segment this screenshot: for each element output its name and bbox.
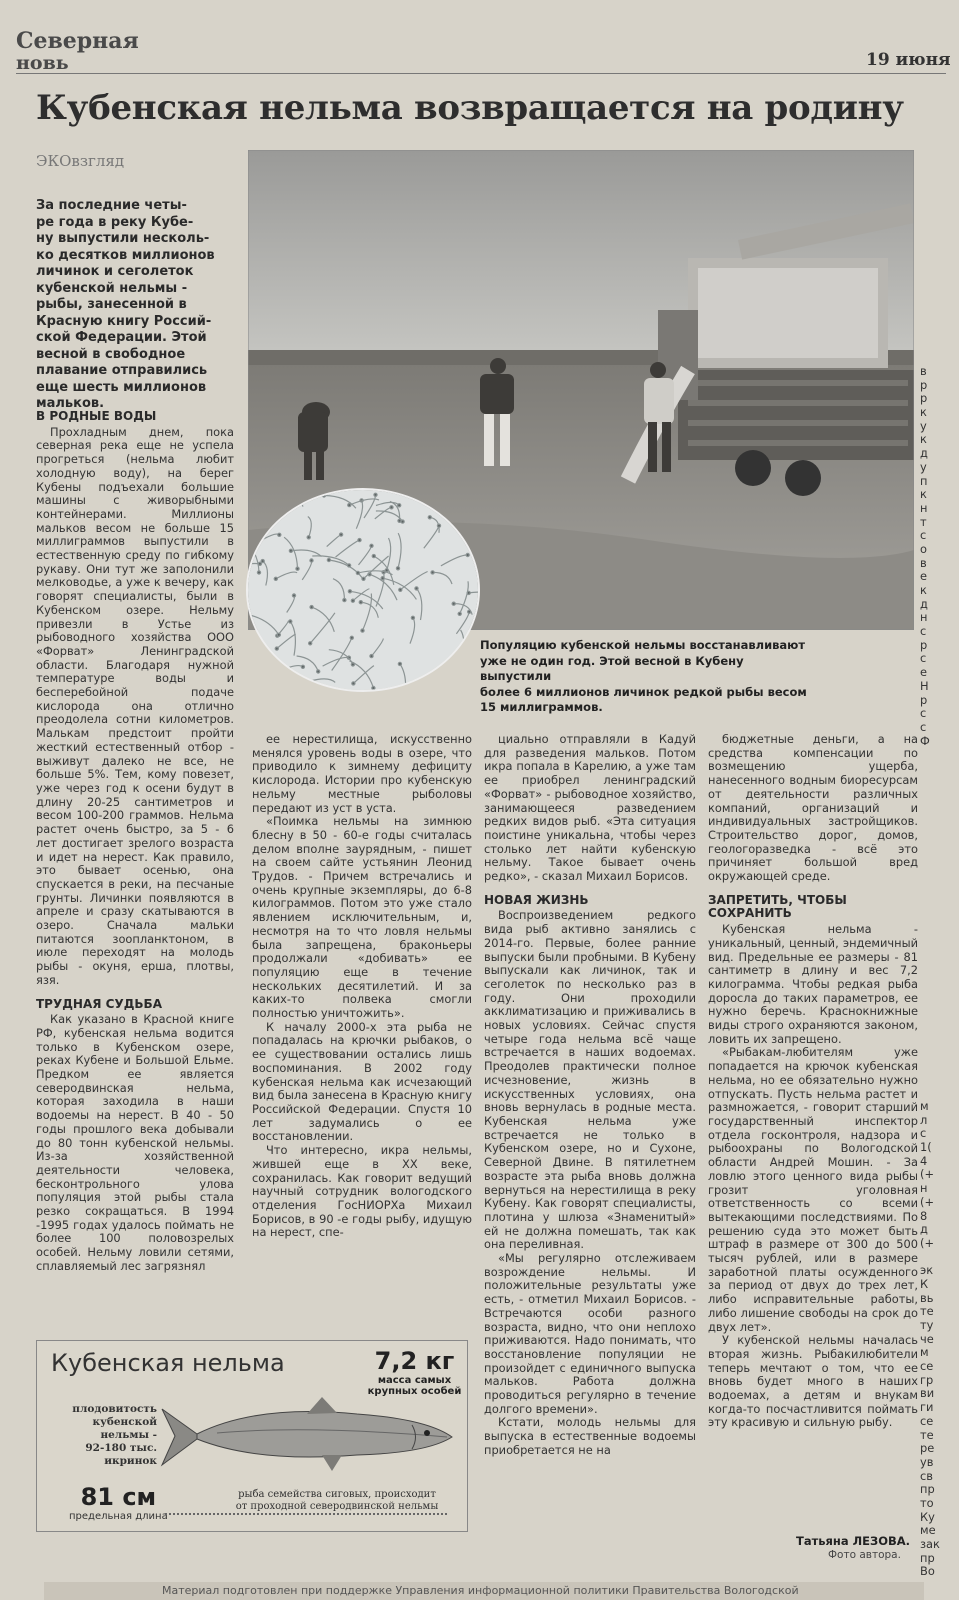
- nelma-fish-illustration: [157, 1389, 457, 1479]
- edge-text-line: д: [920, 446, 928, 461]
- larva-eye: [309, 642, 312, 645]
- article-paragraph: «Поимка нельмы на зимнюю блесну в 50 - 60-е годы считалась делом вполне заурядным, - пишет на своем сайте устьянин Леонид Трудов. - Причем встречались и очень крупные экземпляры, до 6-8 килограммов. Потом это уже стало явлением исключительным, и, несмотря на то что ловля нельмы была запрещена, браконьеры продолжали «добивать» ее популяцию еще в течение нескольких десятилетий. И за каких-то полвека смогли полностью уничтожить».: [252, 814, 472, 1021]
- larva-eye: [460, 661, 463, 664]
- edge-text-line: се: [920, 1413, 934, 1428]
- edge-text-line: у: [920, 459, 927, 474]
- larva-eye: [327, 558, 330, 561]
- article-paragraph: «Мы регулярно отслеживаем возрождение нельмы. И положительные результаты уже есть, - отметил Михаил Борисов. - Встречаются особи разного возраста, видно, что они неплохо приживаются. Надо понимать, что восстановление популяции не произойдет с единичного выпуска мальков. Работа должна проводиться регулярно в течение долгого времени».: [484, 1251, 696, 1416]
- fertility-text: [47, 1403, 157, 1468]
- edge-text-line: те: [920, 1427, 934, 1442]
- edge-text-line: с: [920, 651, 927, 666]
- fertility-line: кубенской: [92, 1416, 157, 1428]
- edge-text-line: се: [920, 1359, 934, 1374]
- edge-text-line: то: [920, 1495, 934, 1510]
- masthead-line1: Северная: [16, 28, 139, 54]
- larva-eye: [275, 647, 278, 650]
- larva-eye: [258, 562, 261, 565]
- lead-line: ко десятков миллионов: [36, 247, 215, 263]
- adjacent-column-fragment-lower: [920, 1100, 959, 1579]
- lead-line: ской Федерации. Этой: [36, 330, 207, 345]
- larva-eye: [352, 682, 355, 685]
- lead-line: ре года в реку Кубе-: [36, 214, 194, 230]
- larva-eye: [370, 655, 373, 658]
- lead-line: Красную книгу Россий-: [36, 313, 212, 329]
- photo-caption: [480, 638, 810, 716]
- edge-text-line: Во: [920, 1564, 935, 1579]
- max-length-caption: предельная длина: [69, 1511, 168, 1522]
- edge-text-line: о: [920, 541, 927, 556]
- edge-text-line: р: [920, 692, 928, 707]
- edge-text-line: н: [920, 610, 928, 625]
- adjacent-column-fragment-upper: [920, 365, 959, 748]
- article-paragraph: ее нерестилища, искусственно менялся уровень воды в озере, что приводило к зимнему дефициту кислорода. Истории про кубенскую нельму местные рыболовы передают из уст в уста.: [252, 732, 472, 815]
- edge-text-line: к: [920, 432, 927, 447]
- edge-text-line: н: [920, 500, 928, 515]
- edge-text-line: (+: [920, 1167, 934, 1182]
- larva-eye: [292, 594, 295, 597]
- larva-eye: [348, 590, 351, 593]
- masthead: [16, 30, 139, 73]
- caption-line: уже не один год. Этой весной в Кубену выпустили: [480, 653, 744, 683]
- edge-text-line: л: [920, 1112, 928, 1127]
- larva-eye: [372, 686, 375, 689]
- article-paragraph: К началу 2000-х эта рыба не попадалась на крючки рыбаков, о ее существовании остались лишь воспоминания. В 2002 году кубенская нельма как исчезающий вид была занесена в Красную книгу Российской Федерации. Спустя 10 лет задумались о ее восстановлении.: [252, 1019, 472, 1144]
- edge-text-line: зак: [920, 1537, 940, 1551]
- caption-line: Популяцию кубенской нельмы восстанавливают: [480, 638, 806, 652]
- article-paragraph: Что интересно, икра нельмы, жившей еще в XX веке, сохранилась. Как говорит ведущий научный сотрудник вологодского отделения ГосНИОРХа Михаил Борисов, в 90 -е годы рыбу, идущую на нерест, спе-: [252, 1143, 472, 1240]
- edge-text-line: с: [920, 706, 927, 721]
- larva-stroke: [265, 687, 287, 690]
- larva-eye: [274, 577, 277, 580]
- edge-text-line: Ф: [920, 733, 930, 748]
- edge-text-line: те: [920, 1304, 934, 1319]
- larva-eye: [396, 567, 399, 570]
- mass-caption-line: крупных особей: [367, 1386, 462, 1397]
- edge-text-line: у: [920, 418, 927, 433]
- edge-text-line: ги: [920, 1400, 934, 1415]
- larva-eye: [301, 665, 304, 668]
- edge-text-line: в: [920, 365, 927, 378]
- fertility-line: плодовитость: [72, 1403, 157, 1415]
- edge-text-line: е: [920, 665, 928, 680]
- article-paragraph: Прохладным днем, пока северная река еще не успела прогреться (нельма любит холодную воду), на берег Кубены подъехали большие машины с живорыбными контейнерами. Миллионы мальков весом не больше 15 миллиграммов выпустили в естественную среду по гибкому рукаву. Они тут же заполонили мелководье, а уже к вечеру, как говорят специалисты, были в Кубенском озере. Нельму привезли в Устье из рыбоводного хозяйства ООО «Форват» Ленинградской области. Благодаря нужной температуре воды и бесперебойной подаче кислорода она отлично преодолела сотни километров. Малькам предстоит пройти жесткий естественный отбор - выживут далеко не все, не больше 5%. Тем, кому повезет, уже через год к осени будут в длину 20-25 сантиметров и весом 100-200 граммов. Нельма растет очень быстро, за 5 - 6 лет достигает зрелого возраста и идет на нерест. Как правило, это бывает осенью, она спускается в реки, на песчаные грунты. Личинки появляются в апреле и сразу скатываются в озеро. Сначала мальки питаются зоопланктоном, в июле переходят на молодь рыбы - окуня, ерша, плотвы, язя.: [36, 424, 234, 987]
- larva-stroke: [423, 680, 452, 690]
- edge-text-line: в: [920, 555, 927, 570]
- article-headline: Кубенская нельма возвращается на родину: [36, 88, 904, 128]
- article-lead: [36, 198, 234, 413]
- caption-line: 15 миллиграммов.: [480, 700, 603, 714]
- edge-text-line: ув: [920, 1454, 934, 1469]
- edge-text-line: К: [920, 1276, 929, 1291]
- larva-eye: [411, 616, 414, 619]
- edge-text-line: к: [920, 405, 927, 420]
- edge-text-line: св: [920, 1468, 933, 1483]
- larva-eye: [307, 536, 310, 539]
- edge-text-line: 8: [920, 1208, 928, 1223]
- max-mass-value: 7,2 кг: [374, 1347, 455, 1375]
- lead-line: личинок и сеголеток: [36, 264, 194, 279]
- edge-text-line: [920, 1251, 959, 1265]
- lead-line: весной в свободное: [36, 346, 186, 362]
- edge-text-line: с: [920, 719, 927, 734]
- article-paragraph: Кстати, молодь нельмы для выпуска в естественные водоемы приобретается не на: [484, 1415, 696, 1457]
- article-paragraph: Воспроизведением редкого вида рыб активно занялись с 2014-го. Первые, более ранние выпуски были пробными. В Кубену выпускали как личинок, так и сеголеток по несколько раз в году. Они проходили акклиматизацию и приживались в новых условиях. Сейчас спустя четыре года нельма всё чаще встречается в наших водоемах. Преодолев практически полное исчезновение, жизнь в искусственных условиях, она вновь вернулась в родные места. Кубенская нельма уже встречается не только в Кубенском озере, но и Сухоне, Северной Двине. В пятилетнем возрасте эта рыба вновь должна вернуться на нерестилища в реку Кубену. Как говорят специалисты, плотина у шлюза «Знаменитый» ей не должна помешать, так как она переливная.: [484, 908, 696, 1252]
- larva-eye: [362, 577, 365, 580]
- larva-eye: [374, 493, 377, 496]
- edge-text-line: ви: [920, 1386, 935, 1401]
- max-length: [69, 1483, 168, 1522]
- larva-eye: [398, 519, 401, 522]
- larva-eye: [296, 567, 299, 570]
- fertility-line: икринок: [104, 1455, 157, 1467]
- edge-text-line: ме: [920, 1523, 936, 1538]
- edge-text-line: 4: [920, 1153, 928, 1168]
- edge-text-line: р: [920, 637, 928, 652]
- larva-eye: [468, 610, 471, 613]
- family-line: от проходной северодвинской нельмы: [235, 1501, 439, 1512]
- larva-eye: [359, 601, 362, 604]
- lead-line: За последние четы-: [36, 198, 187, 213]
- fertility-line: нельмы -: [100, 1429, 157, 1441]
- edge-text-line: н: [920, 1181, 928, 1196]
- edge-text-line: п: [920, 473, 928, 488]
- article-paragraph: «Рыбакам-любителям уже попадается на крючок кубенская нельма, но ее обязательно нужно отпускать. Пусть нельма растет и размножается, - говорит старший государственный инспектор отдела госконтроля, надзора и рыбоохраны по Вологодской области Андрей Мошин. - За ловлю этого ценного вида рыбы грозит уголовная ответственность со всеми вытекающими последствиями. По решению суда это может быть штраф в размере от 300 до 500 тысяч рублей, или в размере заработной платы осужденного за период от двух до трех лет, либо исправительные работы, либо лишение свободы на срок до двух лет».: [708, 1045, 918, 1334]
- larva-eye: [289, 620, 292, 623]
- larva-eye: [361, 629, 364, 632]
- lead-line: ну выпустили несколь-: [36, 231, 210, 246]
- larva-eye: [356, 571, 359, 574]
- article-paragraph: Кубенская нельма - уникальный, ценный, эндемичный вид. Предельные ее размеры - 81 сантиметр в длину и вес 7,2 килограмма. Чтобы редкая рыба доросла до таких параметров, ее нужно беречь. Краснокнижные виды строго охраняются законом, ловить их запрещено.: [708, 922, 918, 1046]
- edge-text-line: (+: [920, 1194, 934, 1209]
- masthead-line2: новь: [16, 52, 69, 74]
- larva-eye: [370, 544, 373, 547]
- lead-line: рыбы, занесенной в: [36, 297, 187, 312]
- section-heading: НОВАЯ ЖИЗНЬ: [484, 892, 589, 907]
- larva-eye: [310, 559, 313, 562]
- edge-text-line: ре: [920, 1441, 935, 1456]
- larva-eye: [343, 599, 346, 602]
- larva-eye: [348, 564, 351, 567]
- larva-eye: [351, 599, 354, 602]
- family-text: [217, 1489, 457, 1513]
- article-paragraph: циально отправляли в Кадуй для разведения мальков. Потом икра попала в Карелию, а уже там ее приобрел ленинградский «Форват» - рыбоводное хозяйство, занимающееся разведением редких видов рыб. «Эта ситуация поистине уникальна, чтобы через столько лет найти кубенскую нельму. Такое бывает очень редко», - сказал Михаил Борисов.: [484, 732, 696, 884]
- larva-eye: [466, 553, 469, 556]
- larva-eye: [310, 606, 313, 609]
- larva-eye: [398, 504, 401, 507]
- edge-text-line: (+: [920, 1235, 934, 1250]
- family-line: рыба семейства сиговых, происходит: [238, 1489, 436, 1500]
- edge-text-line: гр: [920, 1372, 934, 1387]
- edge-text-line: к: [920, 583, 927, 597]
- edge-text-line: эк: [920, 1263, 934, 1278]
- larva-eye: [458, 612, 461, 615]
- lead-line: плавание отправились: [36, 363, 208, 378]
- article-paragraph: У кубенской нельмы началась вторая жизнь. Рыбакилюбители теперь мечтают о том, что ее вновь будет много в наших водоемах, а детям и внукам когда-то посчастливится поймать эту красивую и сильную рыбу.: [708, 1333, 918, 1430]
- dotted-measure-line: [165, 1513, 447, 1515]
- article-column-3: [484, 733, 696, 1458]
- fish-infobox: [36, 1340, 468, 1532]
- larva-eye: [398, 662, 401, 665]
- max-length-value: 81 см: [80, 1483, 157, 1511]
- edge-text-line: с: [920, 1126, 927, 1141]
- edge-text-line: д: [920, 596, 928, 611]
- edge-text-line: с: [920, 624, 927, 639]
- larva-eye: [350, 636, 353, 639]
- edge-text-line: м: [920, 1345, 929, 1360]
- edge-text-line: пр: [920, 1482, 935, 1497]
- lead-line: кубенской нельмы -: [36, 280, 188, 296]
- photo-credit: Фото автора.: [828, 1549, 901, 1561]
- author-signature: Татьяна ЛЕЗОВА.: [796, 1534, 911, 1548]
- edge-text-line: вь: [920, 1290, 934, 1305]
- article-column-4: [708, 733, 918, 1430]
- larva-eye: [261, 560, 264, 563]
- larva-eye: [289, 549, 292, 552]
- larva-stroke: [266, 666, 283, 676]
- larva-eye: [348, 504, 351, 507]
- larva-eye: [431, 571, 434, 574]
- edge-text-line: е: [920, 569, 928, 584]
- article-column-1: [36, 410, 234, 1274]
- edge-text-line: 1(: [920, 1140, 932, 1155]
- larva-eye: [317, 670, 320, 673]
- article-column-2: [252, 733, 472, 1240]
- article-paragraph: бюджетные деньги, а на средства компенсации по возмещению ущерба, нанесенного водным биоресурсам от деятельности различных компаний, организаций и индивидуальных застройщиков. Строительство дорог, домов, геологоразведка - всё это причиняет большой вред окружающей среде.: [708, 732, 918, 884]
- edge-text-line: Ку: [920, 1509, 935, 1524]
- larva-eye: [450, 678, 453, 681]
- larva-eye: [264, 665, 267, 668]
- edge-text-line: с: [920, 528, 927, 543]
- larva-eye: [437, 524, 440, 527]
- lead-line: еще шесть миллионов: [36, 379, 207, 395]
- larva-eye: [452, 602, 455, 605]
- larva-eye: [390, 506, 393, 509]
- rubric: ЭКОвзгляд: [36, 152, 125, 170]
- mass-caption-line: масса самых: [377, 1375, 452, 1386]
- edge-text-line: пр: [920, 1550, 935, 1565]
- section-heading: ЗАПРЕТИТЬ, ЧТОБЫ СОХРАНИТЬ: [708, 892, 847, 921]
- lead-line: мальков.: [36, 396, 105, 411]
- larvae-inset-photo: [246, 488, 480, 692]
- issue-date: 19 июня: [866, 50, 951, 70]
- edge-text-line: м: [920, 1100, 929, 1113]
- larva-eye: [278, 533, 281, 536]
- larva-eye: [415, 587, 418, 590]
- footer-note: Материал подготовлен при поддержке Управления информационной политики Правительства Вологодской: [162, 1584, 799, 1597]
- larva-eye: [308, 680, 311, 683]
- edge-text-line: д: [920, 1222, 928, 1237]
- edge-text-line: р: [920, 391, 928, 406]
- larva-eye: [286, 686, 289, 689]
- section-heading: В РОДНЫЕ ВОДЫ: [36, 409, 157, 423]
- larva-eye: [358, 539, 361, 542]
- infobox-title: Кубенская нельма: [51, 1349, 285, 1377]
- article-paragraph: Как указано в Красной книге РФ, кубенская нельма водится только в Кубенском озере, реках Кубене и Большой Ельме. Предком ее является северодвинская нельма, которая заходила в наши водоемы на нерест. В 40 - 50 годы прошлого века добывали до 80 тонн кубенской нельмы. Из-за хозяйственной деятельности человека, бесконтрольного улова популяция этой рыбы стала резко сокращаться. В 1994 -1995 годах удалось поймать не более 100 половозрелых особей. Нельму ловили сетями, сплавляемый лес загрязнял: [36, 1012, 234, 1273]
- larva-eye: [257, 571, 260, 574]
- header-rule: [16, 73, 946, 74]
- larva-eye: [381, 577, 384, 580]
- edge-text-line: р: [920, 377, 928, 392]
- larva-eye: [399, 588, 402, 591]
- edge-text-line: че: [920, 1331, 934, 1346]
- edge-text-line: т: [920, 514, 927, 529]
- larva-eye: [322, 494, 325, 497]
- larva-eye: [428, 516, 431, 519]
- edge-text-line: к: [920, 487, 927, 502]
- fertility-line: 92-180 тыс.: [85, 1442, 157, 1454]
- larva-eye: [340, 533, 343, 536]
- caption-line: более 6 миллионов личинок редкой рыбы весом: [480, 684, 807, 699]
- edge-text-line: Н: [920, 678, 929, 693]
- larva-eye: [277, 633, 280, 636]
- edge-text-line: ту: [920, 1318, 934, 1332]
- larva-eye: [372, 555, 375, 558]
- section-heading: ТРУДНАЯ СУДЬБА: [36, 996, 162, 1011]
